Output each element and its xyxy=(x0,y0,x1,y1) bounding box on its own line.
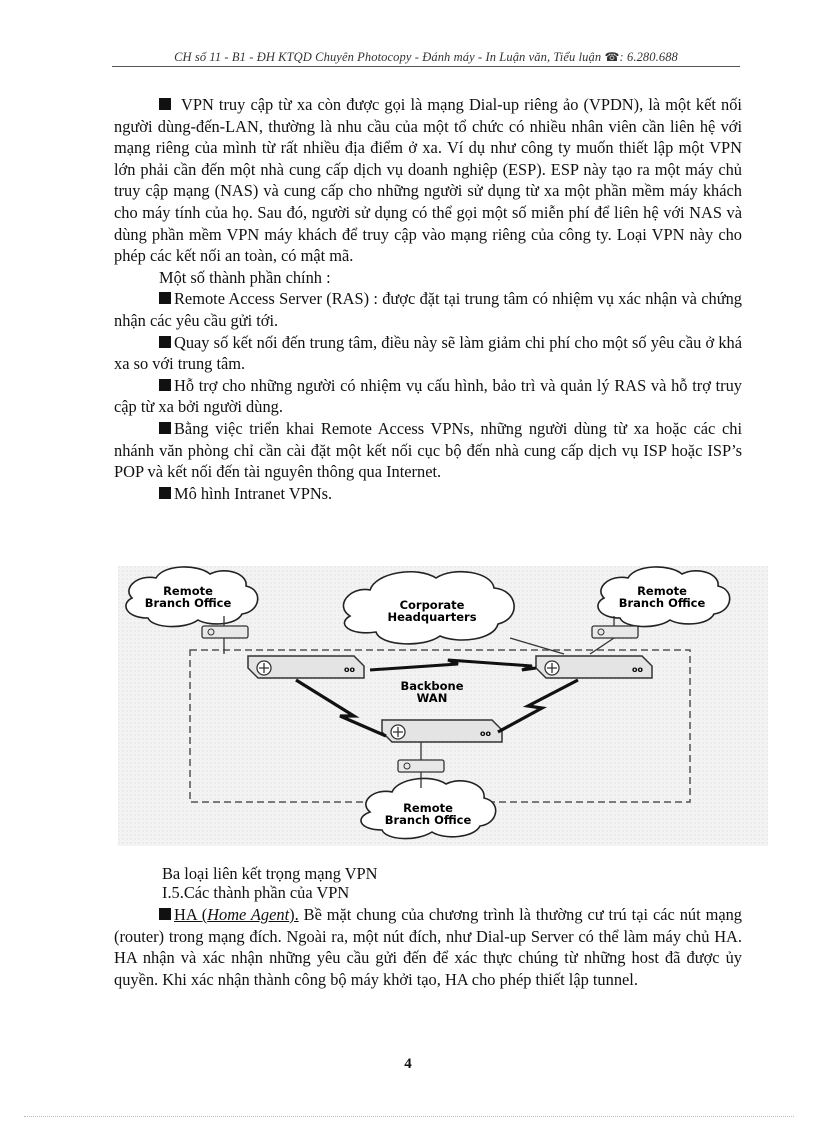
hq-line2: Headquarters xyxy=(387,610,477,624)
ha-abbr: HA ( xyxy=(174,905,208,924)
section-heading: I.5.Các thành phần của VPN xyxy=(162,883,350,902)
paragraph-text: Quay số kết nối đến trung tâm, điều này sẽ làm giảm chi phí cho một số yêu cầu ở khá xa so với trung tâm. xyxy=(114,332,742,374)
hq-line1: Corporate xyxy=(399,598,465,612)
paragraph-text: VPN truy cập từ xa còn được gọi là mạng Dial-up riêng ảo (VPDN), là một kết nối người dùng-đến-LAN, thường là nhu cầu của một tổ chức có nhiều nhân viên cần liên hệ với mạng riêng của mình từ rất nhiều địa điểm ở xa. Ví dụ như công ty muốn thiết lập một VPN lớn phải cần đến một nhà cung cấp dịch vụ doanh nghiệp (ESP). ESP này tạo ra một máy chủ truy cập mạng (NAS) và cung cấp cho những người sử dụng từ xa một phần mềm máy khách cho máy tính của họ. Sau đó, người sử dụng có thể gọi một số miễn phí để liên hệ với NAS và dùng phần mềm VPN máy khách để truy cập vào mạng riêng của công ty. Loại VPN này cho phép các kết nối an toàn, có mật mã. xyxy=(114,95,742,266)
ha-term xyxy=(174,905,299,924)
ha-section xyxy=(114,904,742,990)
svg-text:oo: oo xyxy=(344,665,355,674)
remote-office-right-line2: Branch Office xyxy=(618,596,706,610)
remote-office-left-line2: Branch Office xyxy=(144,596,232,610)
body-text xyxy=(114,94,742,504)
paragraph-intranet-model xyxy=(114,483,742,505)
square-bullet-icon xyxy=(159,379,171,391)
header-text: CH số 11 - B1 - ĐH KTQD Chuyên Photocopy - Đánh máy - In Luận văn, Tiểu luận xyxy=(174,50,605,64)
paragraph-ras xyxy=(114,288,742,331)
remote-office-bottom-line2: Branch Office xyxy=(384,813,472,827)
page-number: 4 xyxy=(404,1056,412,1072)
router-icon xyxy=(536,656,652,678)
remote-office-left-line1: Remote xyxy=(163,584,213,598)
svg-text:oo: oo xyxy=(480,729,491,738)
paragraph-text: Bằng việc triển khai Remote Access VPNs, những người dùng từ xa hoặc các chi nhánh văn phòng chỉ cần cài đặt một kết nối cục bộ đến nhà cung cấp dịch vụ ISP hoặc ISP’s POP và kết nối đến tài nguyên thông qua Internet. xyxy=(114,418,742,482)
paragraph-text: Bề mặt chung của chương trình là thường cư trú tại các nút mạng (router) trong mạng đích. Ngoài ra, một nút đích, như Dial-up Server có thể làm máy chủ HA. HA nhận và xác nhận những yêu cầu gửi đến để xác thực chúng từ những host đã được ủy quyền. Khi xác nhận thành công bộ máy khởi tạo, HA cho phép thiết lập tunnel. xyxy=(114,905,742,989)
svg-text:oo: oo xyxy=(632,665,643,674)
square-bullet-icon xyxy=(159,487,171,499)
ha-close: ). xyxy=(289,905,299,924)
paragraph-text: Một số thành phần chính : xyxy=(159,267,331,287)
square-bullet-icon xyxy=(159,98,171,110)
access-device-icon xyxy=(398,760,444,772)
paragraph-home-agent xyxy=(114,904,742,990)
paragraph-components-intro xyxy=(114,267,742,289)
backbone-line1: Backbone xyxy=(400,679,464,693)
paragraph-text: Hỗ trợ cho những người có nhiệm vụ cấu hình, bảo trì và quản lý RAS và hỗ trợ truy cập từ xa bởi người dùng. xyxy=(114,375,742,417)
figure-caption: Ba loại liên kết trọng mạng VPN xyxy=(162,864,378,883)
header-rule xyxy=(112,66,740,67)
paragraph-text: Mô hình Intranet VPNs. xyxy=(174,483,333,503)
paragraph-text: Remote Access Server (RAS) : được đặt tại trung tâm có nhiệm vụ xác nhận và chứng nhận các yêu cầu gửi tới. xyxy=(114,289,742,330)
router-icon xyxy=(382,720,502,742)
square-bullet-icon xyxy=(159,908,171,920)
paragraph-dialing xyxy=(114,332,742,375)
remote-office-right-line1: Remote xyxy=(637,584,687,598)
square-bullet-icon xyxy=(159,292,171,304)
router-icon xyxy=(248,656,364,678)
page-header xyxy=(112,50,740,65)
backbone-line2: WAN xyxy=(416,691,448,705)
diagram-svg xyxy=(118,566,768,846)
paragraph-vpdn xyxy=(114,94,742,267)
intranet-vpn-diagram xyxy=(118,566,768,846)
square-bullet-icon xyxy=(159,336,171,348)
header-phone: : 6.280.688 xyxy=(619,50,678,64)
access-device-icon xyxy=(592,626,638,638)
access-device-icon xyxy=(202,626,248,638)
phone-icon: ☎ xyxy=(604,50,620,64)
footer-rule xyxy=(24,1116,794,1117)
caption-block xyxy=(162,864,742,902)
ha-full-name: Home Agent xyxy=(207,905,290,924)
square-bullet-icon xyxy=(159,422,171,434)
paragraph-support xyxy=(114,375,742,418)
paragraph-remote-access xyxy=(114,418,742,483)
remote-office-bottom-line1: Remote xyxy=(403,801,453,815)
